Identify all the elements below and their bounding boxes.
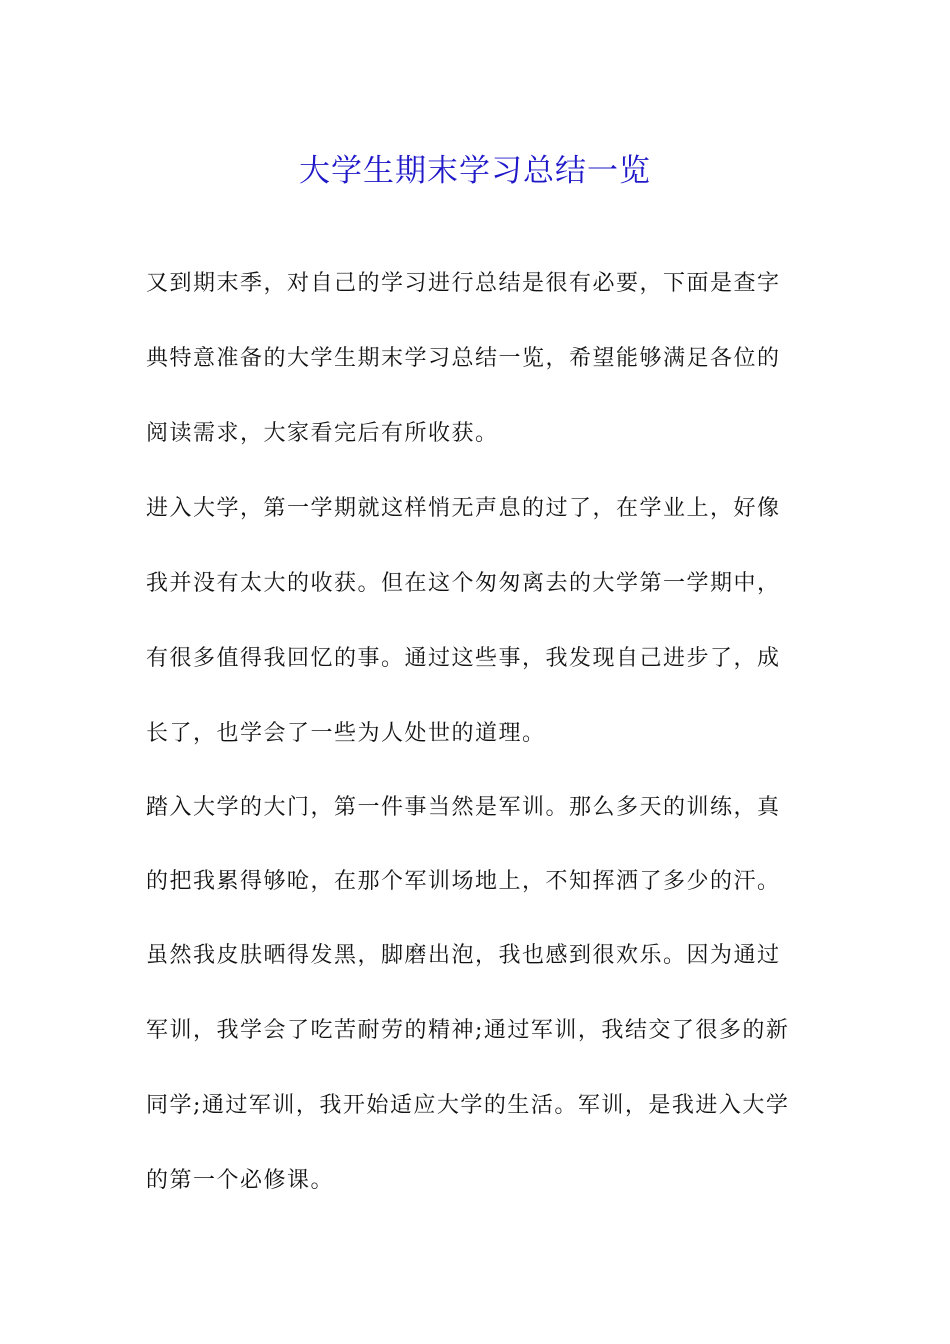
paragraph-3-line-4: 军训，我学会了吃苦耐劳的精神;通过军训，我结交了很多的新 — [146, 1018, 790, 1043]
paragraph-2-line-3: 有很多值得我回忆的事。通过这些事，我发现自己进步了，成 — [146, 646, 781, 671]
paragraph-2-line-4: 长了，也学会了一些为人处世的道理。 — [146, 721, 546, 746]
paragraph-3-line-1: 踏入大学的大门，第一件事当然是军训。那么多天的训练，真 — [146, 795, 781, 820]
paragraph-3-line-5: 同学;通过军训，我开始适应大学的生活。军训，是我进入大学 — [146, 1093, 790, 1118]
paragraph-1-line-1: 又到期末季，对自己的学习进行总结是很有必要，下面是查字 — [146, 271, 781, 296]
paragraph-3-line-3: 虽然我皮肤晒得发黑，脚磨出泡，我也感到很欢乐。因为通过 — [146, 943, 781, 968]
paragraph-1-line-2: 典特意准备的大学生期末学习总结一览，希望能够满足各位的 — [146, 346, 781, 371]
paragraph-1-line-3: 阅读需求，大家看完后有所收获。 — [146, 421, 499, 446]
paragraph-2-line-2: 我并没有太大的收获。但在这个匆匆离去的大学第一学期中， — [146, 571, 781, 596]
paragraph-3-line-6: 的第一个必修课。 — [146, 1168, 335, 1193]
document-title: 大学生期末学习总结一览 — [299, 152, 651, 189]
paragraph-2-line-1: 进入大学，第一学期就这样悄无声息的过了，在学业上，好像 — [146, 496, 781, 521]
paragraph-3-line-2: 的把我累得够呛，在那个军训场地上，不知挥洒了多少的汗。 — [146, 869, 781, 894]
